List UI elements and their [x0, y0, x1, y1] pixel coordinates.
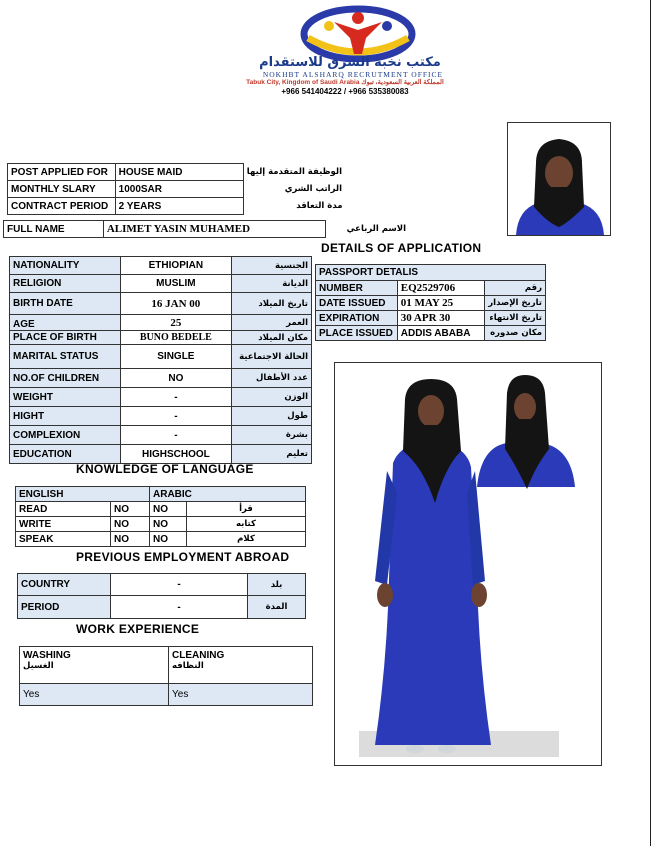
birth-date-value: 16 JAN 00 [120, 293, 231, 315]
birth-date-label: BIRTH DATE [10, 293, 121, 315]
salary-label: MONTHLY SLARY [8, 181, 116, 198]
nationality-label-ar: الجنسية [232, 257, 312, 275]
date-issued-label-ar: تاريخ الإصدار [485, 296, 546, 311]
contract-label: CONTRACT PERIOD [8, 198, 116, 215]
details-title: DETAILS OF APPLICATION [321, 241, 482, 255]
children-label-ar: عدد الأطفال [232, 369, 312, 388]
work-experience-table [19, 646, 313, 706]
cleaning-label: CLEANING [172, 650, 225, 661]
weight-value: - [120, 388, 231, 407]
passport-number-label-ar: رقم [485, 281, 546, 296]
children-value: NO [120, 369, 231, 388]
expiration-label-ar: تاريخ الانتهاء [485, 311, 546, 326]
write-label-ar: كتابه [187, 517, 306, 532]
height-label-ar: طول [232, 407, 312, 426]
full-body-image [335, 363, 601, 765]
age-label: AGE [10, 315, 121, 331]
country-value: - [111, 574, 248, 596]
marital-status-label-ar: الحالة الاجتماعية [232, 345, 312, 369]
cleaning-cell [169, 647, 313, 684]
previous-employment-title: PREVIOUS EMPLOYMENT ABROAD [76, 550, 290, 564]
marital-status-value: SINGLE [120, 345, 231, 369]
education-value: HIGHSCHOOL [120, 445, 231, 464]
expiration-label: EXPIRATION [316, 311, 398, 326]
read-label-ar: قرأ [187, 502, 306, 517]
washing-cell [20, 647, 169, 684]
passport-table [315, 264, 546, 341]
period-label-ar: المدة [248, 596, 306, 619]
full-name-table [3, 220, 409, 238]
read-label: READ [16, 502, 111, 517]
salary-label-ar: الراتب الشري [284, 184, 342, 194]
place-of-birth-value: BUNO BEDELE [120, 331, 231, 345]
speak-label-ar: كلام [187, 532, 306, 547]
complexion-label-ar: بشرة [232, 426, 312, 445]
english-header: ENGLISH [16, 487, 150, 502]
place-issued-value: ADDIS ABABA [397, 326, 484, 341]
religion-label: RELIGION [10, 275, 121, 293]
place-issued-label-ar: مكان صدوره [485, 326, 546, 341]
religion-label-ar: الديانة [232, 275, 312, 293]
complexion-value: - [120, 426, 231, 445]
read-arabic: NO [150, 502, 187, 517]
cleaning-value: Yes [169, 684, 313, 706]
date-issued-value: 01 MAY 25 [397, 296, 484, 311]
nationality-label: NATIONALITY [10, 257, 121, 275]
weight-label-ar: الوزن [232, 388, 312, 407]
place-of-birth-label: PLACE OF BIRTH [10, 331, 121, 345]
previous-employment-table [17, 573, 306, 619]
period-label: PERIOD [18, 596, 111, 619]
write-label: WRITE [16, 517, 111, 532]
salary-value: 1000SAR [115, 181, 243, 198]
children-label: NO.OF CHILDREN [10, 369, 121, 388]
washing-label: WASHING [23, 650, 71, 661]
date-issued-label: DATE ISSUED [316, 296, 398, 311]
birth-date-label-ar: تاريخ الميلاد [232, 293, 312, 315]
agency-logo [296, 4, 420, 62]
passport-number-label: NUMBER [316, 281, 398, 296]
full-name-label-ar: الاسم الرباعي [346, 224, 406, 234]
language-table [15, 486, 306, 547]
passport-title: PASSPORT DETALIS [316, 265, 546, 281]
contract-value: 2 YEARS [115, 198, 243, 215]
portrait-image [508, 123, 610, 235]
education-label-ar: تعليم [232, 445, 312, 464]
applicant-full-body-photo [334, 362, 602, 766]
speak-english: NO [111, 532, 150, 547]
write-arabic: NO [150, 517, 187, 532]
agency-english-name: NOKHBT ALSHARQ RECRUTMENT OFFICE [262, 70, 444, 79]
arabic-header: ARABIC [150, 487, 306, 502]
religion-value: MUSLIM [120, 275, 231, 293]
post-label-ar: الوظيفة المتقدمة إليها [246, 167, 342, 177]
post-value: HOUSE MAID [115, 164, 243, 181]
complexion-label: COMPLEXION [10, 426, 121, 445]
work-experience-title: WORK EXPERIENCE [76, 622, 200, 636]
applicant-portrait-photo [507, 122, 611, 236]
details-table [9, 256, 312, 464]
nationality-value: ETHIOPIAN [120, 257, 231, 275]
passport-number-value: EQ2529706 [397, 281, 484, 296]
post-table [7, 163, 346, 215]
height-value: - [120, 407, 231, 426]
marital-status-label: MARITAL STATUS [10, 345, 121, 369]
age-value: 25 [120, 315, 231, 331]
washing-label-ar: الغسيل [23, 661, 54, 671]
agency-arabic-name: مكتب نخبة الشرق للاستقدام [259, 55, 441, 70]
expiration-value: 30 APR 30 [397, 311, 484, 326]
age-label-ar: العمر [232, 315, 312, 331]
country-label-ar: بلد [248, 574, 306, 596]
weight-label: WEIGHT [10, 388, 121, 407]
country-label: COUNTRY [18, 574, 111, 596]
full-name-label: FULL NAME [4, 221, 104, 238]
agency-phones: +966 541404222 / +966 535380083 [281, 87, 409, 96]
full-name-value: ALIMET YASIN MUHAMED [103, 221, 325, 238]
post-label: POST APPLIED FOR [8, 164, 116, 181]
speak-label: SPEAK [16, 532, 111, 547]
place-issued-label: PLACE ISSUED [316, 326, 398, 341]
washing-value: Yes [20, 684, 169, 706]
write-english: NO [111, 517, 150, 532]
agency-address: Tabuk City, Kingdom of Saudi Arabia المملكة العربية السعودية، تبوك [246, 79, 444, 86]
cleaning-label-ar: النظافه [172, 661, 204, 671]
read-english: NO [111, 502, 150, 517]
language-title: KNOWLEDGE OF LANGUAGE [76, 462, 254, 476]
speak-arabic: NO [150, 532, 187, 547]
height-label: HIGHT [10, 407, 121, 426]
period-value: - [111, 596, 248, 619]
contract-label-ar: مدة التعاقد [296, 201, 343, 211]
education-label: EDUCATION [10, 445, 121, 464]
place-of-birth-label-ar: مكان الميلاد [232, 331, 312, 345]
